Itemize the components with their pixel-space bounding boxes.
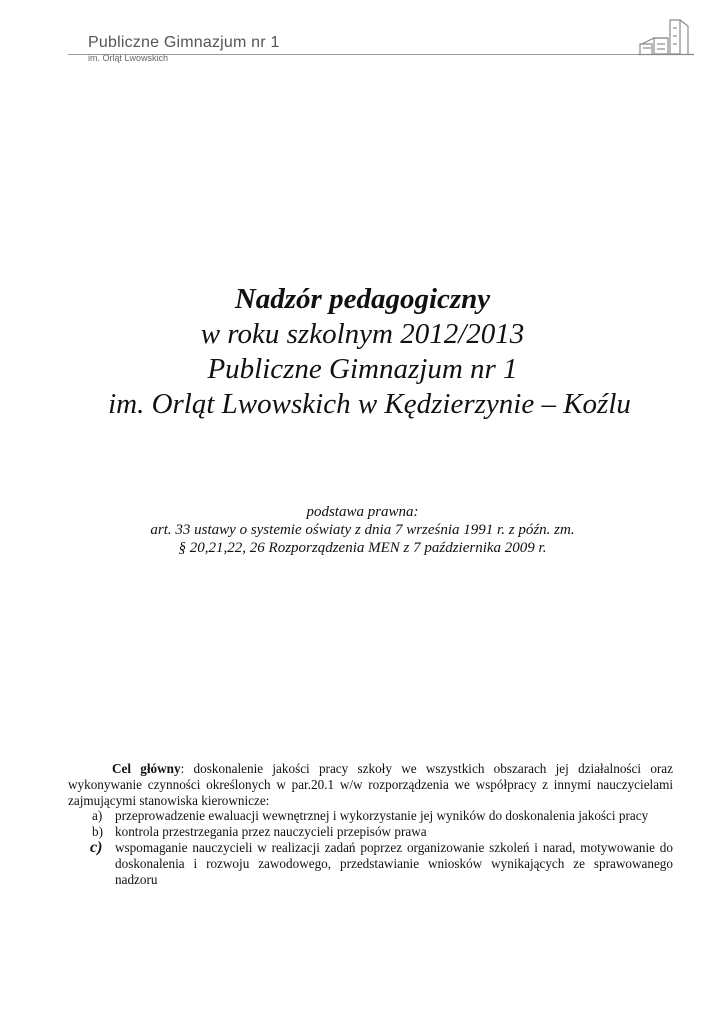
school-building-logo-icon: [638, 16, 694, 56]
main-goal-intro: : doskonalenie jakości pracy szkoły we wszystkich obszarach jej działalności oraz wykonywanie czynności określonych w par.20.1 w/w rozporządzenia we współpracy z innymi nauczycielami zajmującymi stanowiska kierownicze:: [68, 761, 674, 808]
list-marker: c): [90, 838, 103, 856]
page-header: [0, 0, 725, 70]
title-line-3: Publiczne Gimnazjum nr 1: [207, 353, 518, 385]
goal-list: [68, 808, 673, 887]
title-line-1: Nadzór pedagogiczny: [234, 283, 491, 315]
main-goal-paragraph: [68, 761, 673, 808]
title-line-2: w roku szkolnym 2012/2013: [200, 318, 525, 350]
main-goal-label: Cel główny: [112, 761, 181, 776]
legal-basis-label: podstawa prawna:: [306, 504, 419, 520]
legal-basis: [0, 503, 725, 557]
header-patron: im. Orląt Lwowskich: [88, 53, 169, 63]
list-item: [68, 824, 673, 840]
legal-basis-line-1: art. 33 ustawy o systemie oświaty z dnia 7 września 1991 r. z późn. zm.: [150, 522, 575, 538]
document-title: [0, 282, 725, 422]
legal-basis-line-2: § 20,21,22, 26 Rozporządzenia MEN z 7 października 2009 r.: [178, 540, 547, 556]
list-item-text: przeprowadzenie ewaluacji wewnętrznej i wykorzystanie jej wyników do doskonalenia jakości pracy: [115, 808, 649, 824]
list-item-text: kontrola przestrzegania przez nauczycieli przepisów prawa: [115, 824, 427, 840]
main-goal-section: [68, 761, 673, 887]
list-marker: a): [92, 808, 103, 824]
list-item-text: wspomaganie nauczycieli w realizacji zadań poprzez organizowanie szkoleń i narad, motywowanie do doskonalenia i rozwoju zawodowego, przedstawianie wniosków wynikających ze sprawowanego nadzoru: [115, 839, 673, 887]
list-item: [68, 840, 673, 887]
list-item: [68, 808, 673, 824]
header-school-name: Publiczne Gimnazjum nr 1: [88, 34, 280, 51]
title-line-4: im. Orląt Lwowskich w Kędzierzynie – Koźlu: [108, 388, 631, 420]
list-marker: b): [92, 824, 103, 840]
